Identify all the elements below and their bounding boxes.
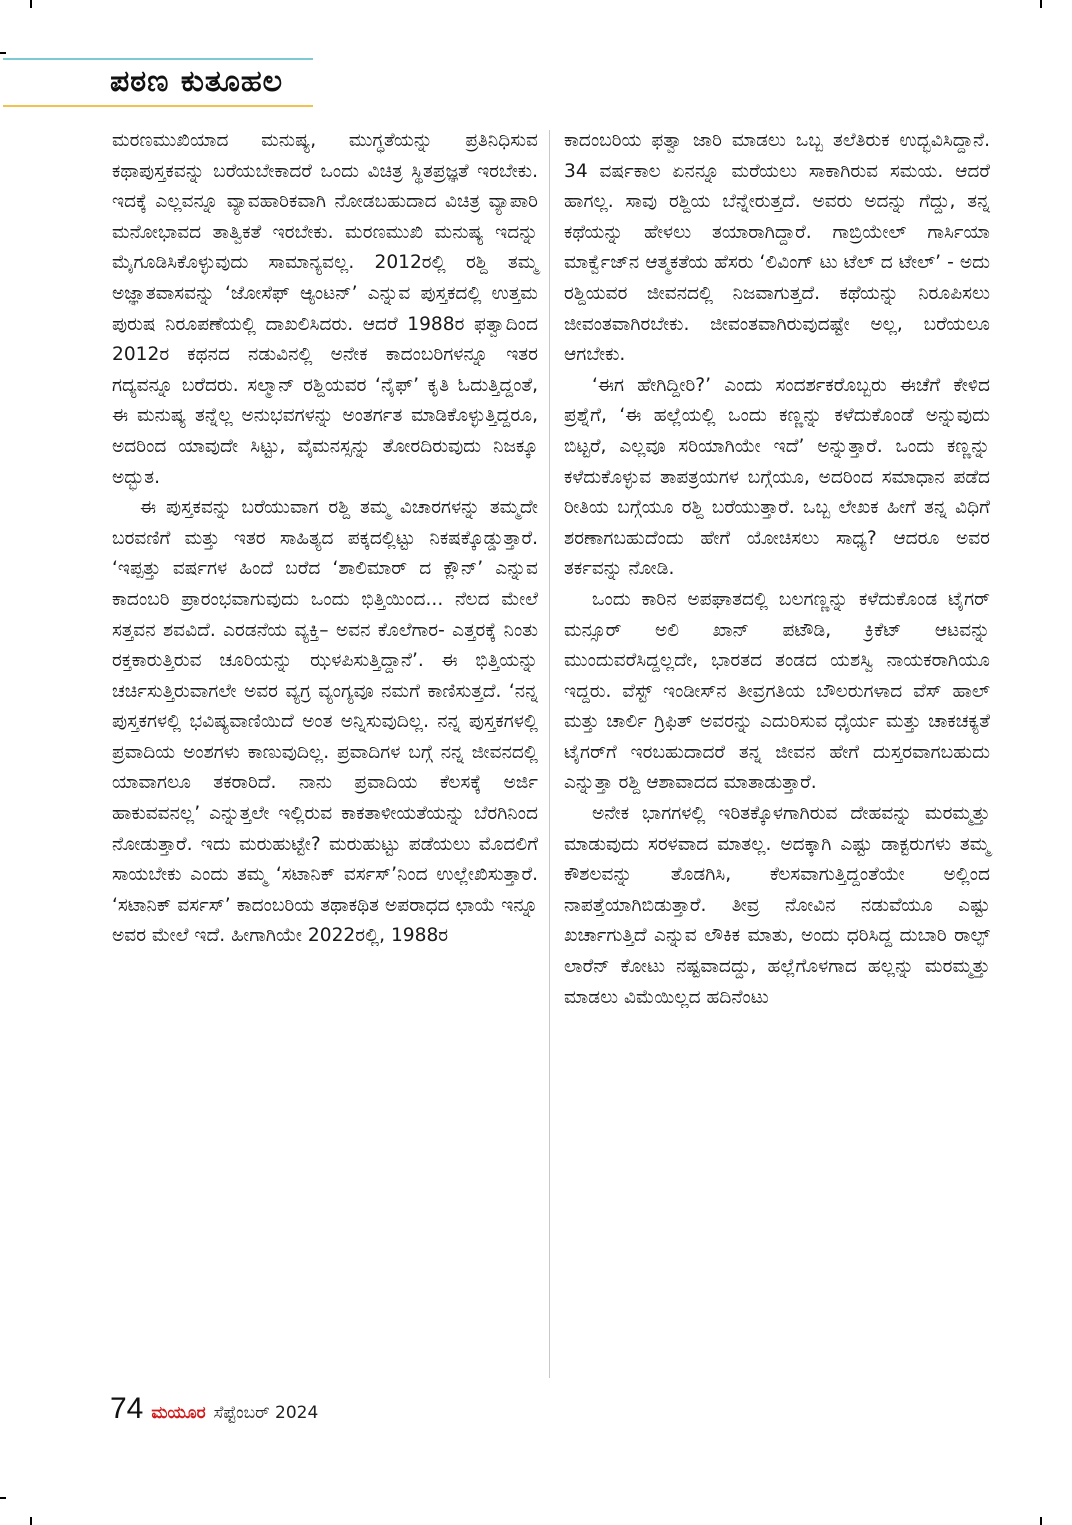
crop-mark [0,52,6,54]
paragraph: ಅನೇಕ ಭಾಗಗಳಲ್ಲಿ ಇರಿತಕ್ಕೊಳಗಾಗಿರುವ ದೇಹವನ್ನು ಮರಮ್ಮತ್ತು ಮಾಡುವುದು ಸರಳವಾದ ಮಾತಲ್ಲ. ಅದಕ್ಕಾಗಿ ಎಷ್ಟು ಡಾಕ್ಟರುಗಳು ತಮ್ಮ ಕೌಶಲವನ್ನು ತೊಡಗಿಸಿ, ಕೆಲಸವಾಗುತ್ತಿದ್ದಂತೆಯೇ ಅಲ್ಲಿಂದ ನಾಪತ್ತೆಯಾಗಿಬಿಡುತ್ತಾರೆ. ತೀವ್ರ ನೋವಿನ ನಡುವೆಯೂ ಎಷ್ಟು ಖರ್ಚಾಗುತ್ತಿದೆ ಎನ್ನುವ ಲೌಕಿಕ ಮಾತು, ಅಂದು ಧರಿಸಿದ್ದ ದುಬಾರಿ ರಾಲ್ಫ್ ಲಾರೆನ್ ಕೋಟು ನಷ್ಟವಾದದ್ದು, ಹಲ್ಲೆಗೊಳಗಾದ ಹಲ್ಲನ್ನು ಮರಮ್ಮತ್ತು ಮಾಡಲು ವಿಮೆಯಿಲ್ಲದ ಹದಿನೆಂಟು [564,803,990,1008]
section-rule-bottom [3,105,313,107]
crop-mark [1040,1517,1042,1525]
crop-mark [30,1517,32,1525]
paragraph: ಮರಣಮುಖಿಯಾದ ಮನುಷ್ಯ, ಮುಗ್ಧತೆಯನ್ನು ಪ್ರತಿನಿಧಿಸುವ ಕಥಾಪುಸ್ತಕವನ್ನು ಬರೆಯಬೇಕಾದರೆ ಒಂದು ವಿಚಿತ್ರ ಸ್ಥಿತಪ್ರಜ್ಞತೆ ಇರಬೇಕು. ಇದಕ್ಕೆ ಎಲ್ಲವನ್ನೂ ವ್ಯಾವಹಾರಿಕವಾಗಿ ನೋಡಬಹುದಾದ ವಿಚಿತ್ರ ವ್ಯಾಪಾರಿ ಮನೋಭಾವದ ತಾತ್ವಿಕತೆ ಇರಬೇಕು. ಮರಣಮುಖಿ ಮನುಷ್ಯ ಇದನ್ನು ಮೈಗೂಡಿಸಿಕೊಳ್ಳುವುದು ಸಾಮಾನ್ಯವಲ್ಲ. 2012ರಲ್ಲಿ ರಶ್ದಿ ತಮ್ಮ ಅಜ್ಞಾತವಾಸವನ್ನು ‘ಜೋಸೆಫ್ ಆ್ಯಂಟನ್’ ಎನ್ನುವ ಪುಸ್ತಕದಲ್ಲಿ ಉತ್ತಮ ಪುರುಷ ನಿರೂಪಣೆಯಲ್ಲಿ ದಾಖಲಿಸಿದರು. ಆದರೆ 1988ರ ಫತ್ವಾದಿಂದ 2012ರ ಕಥನದ ನಡುವಿನಲ್ಲಿ ಅನೇಕ ಕಾದಂಬರಿಗಳನ್ನೂ ಇತರ ಗದ್ಯವನ್ನೂ ಬರೆದರು. ಸಲ್ಮಾನ್ ರಶ್ದಿಯವರ ‘ನೈಫ್’ ಕೃತಿ ಓದುತ್ತಿದ್ದಂತೆ, ಈ ಮನುಷ್ಯ ತನ್ನೆಲ್ಲ ಅನುಭವಗಳನ್ನು ಅಂತರ್ಗತ ಮಾಡಿಕೊಳ್ಳುತ್ತಿದ್ದರೂ, ಅದರಿಂದ ಯಾವುದೇ ಸಿಟ್ಟು, ವೈಮನಸ್ಸನ್ನು ತೋರದಿರುವುದು ನಿಜಕ್ಕೂ ಅದ್ಭುತ. [112,130,538,488]
paragraph: ಕಾದಂಬರಿಯ ಫತ್ವಾ ಜಾರಿ ಮಾಡಲು ಒಬ್ಬ ತಲೆತಿರುಕ ಉದ್ಭವಿಸಿದ್ದಾನೆ. 34 ವರ್ಷಕಾಲ ಏನನ್ನೂ ಮರೆಯಲು ಸಾಕಾಗಿರುವ ಸಮಯ. ಆದರೆ ಹಾಗಲ್ಲ. ಸಾವು ರಶ್ದಿಯ ಬೆನ್ನೇರುತ್ತದೆ. ಅವರು ಅದನ್ನು ಗೆದ್ದು, ತನ್ನ ಕಥೆಯನ್ನು ಹೇಳಲು ತಯಾರಾಗಿದ್ದಾರೆ. ಗಾಬ್ರಿಯೇಲ್ ಗಾರ್ಸಿಯಾ ಮಾರ್ಕ್ವೆಜ್‌ನ ಆತ್ಮಕತೆಯ ಹೆಸರು ‘ಲಿವಿಂಗ್ ಟು ಟೆಲ್ ದ ಟೇಲ್’ - ಅದು ರಶ್ದಿಯವರ ಜೀವನದಲ್ಲಿ ನಿಜವಾಗುತ್ತದೆ. ಕಥೆಯನ್ನು ನಿರೂಪಿಸಲು ಜೀವಂತವಾಗಿರಬೇಕು. ಜೀವಂತವಾಗಿರುವುದಷ್ಟೇ ಅಲ್ಲ, ಬರೆಯಲೂ ಆಗಬೇಕು. [564,130,990,366]
issue-date: ಸೆಪ್ಟೆಂಬರ್ 2024 [213,1403,319,1423]
paragraph: ಒಂದು ಕಾರಿನ ಅಪಘಾತದಲ್ಲಿ ಬಲಗಣ್ಣನ್ನು ಕಳೆದುಕೊಂಡ ಟೈಗರ್ ಮನ್ಸೂರ್ ಅಲಿ ಖಾನ್ ಪಟೌಡಿ, ಕ್ರಿಕೆಟ್ ಆಟವನ್ನು ಮುಂದುವರೆಸಿದ್ದಲ್ಲದೇ, ಭಾರತದ ತಂಡದ ಯಶಸ್ವಿ ನಾಯಕರಾಗಿಯೂ ಇದ್ದರು. ವೆಸ್ಟ್ ಇಂಡೀಸ್‌ನ ತೀವ್ರಗತಿಯ ಬೌಲರುಗಳಾದ ವೆಸ್ ಹಾಲ್ ಮತ್ತು ಚಾರ್ಲಿ ಗ್ರಿಫಿತ್ ಅವರನ್ನು ಎದುರಿಸುವ ಧೈರ್ಯ ಮತ್ತು ಚಾಕಚಕ್ಯತೆ ಟೈಗರ್‌ಗೆ ಇರಬಹುದಾದರೆ ತನ್ನ ಜೀವನ ಹೇಗೆ ದುಸ್ತರವಾಗಬಹುದು ಎನ್ನುತ್ತಾ ರಶ್ದಿ ಆಶಾವಾದದ ಮಾತಾಡುತ್ತಾರೆ. [564,588,990,794]
crop-mark [0,1497,6,1499]
paragraph: ಈ ಪುಸ್ತಕವನ್ನು ಬರೆಯುವಾಗ ರಶ್ದಿ ತಮ್ಮ ವಿಚಾರಗಳನ್ನು ತಮ್ಮದೇ ಬರವಣಿಗೆ ಮತ್ತು ಇತರ ಸಾಹಿತ್ಯದ ಪಕ್ಕದಲ್ಲಿಟ್ಟು ನಿಕಷಕ್ಕೊಡ್ಡುತ್ತಾರೆ. ‘ಇಪ್ಪತ್ತು ವರ್ಷಗಳ ಹಿಂದೆ ಬರೆದ ‘ಶಾಲಿಮಾರ್ ದ ಕ್ಲೌನ್’ ಎನ್ನುವ ಕಾದಂಬರಿ ಪ್ರಾರಂಭವಾಗುವುದು ಒಂದು ಭಿತ್ತಿಯಿಂದ... ನೆಲದ ಮೇಲೆ ಸತ್ತವನ ಶವವಿದೆ. ಎರಡನೆಯ ವ್ಯಕ್ತಿ– ಅವನ ಕೊಲೆಗಾರ- ಎತ್ತರಕ್ಕೆ ನಿಂತು ರಕ್ತಕಾರುತ್ತಿರುವ ಚೂರಿಯನ್ನು ಝಳಪಿಸುತ್ತಿದ್ದಾನೆ’. ಈ ಭಿತ್ತಿಯನ್ನು ಚರ್ಚಿಸುತ್ತಿರುವಾಗಲೇ ಅವರ ವ್ಯಗ್ರ ವ್ಯಂಗ್ಯವೂ ನಮಗೆ ಕಾಣಿಸುತ್ತದೆ. ‘ನನ್ನ ಪುಸ್ತಕಗಳಲ್ಲಿ ಭವಿಷ್ಯವಾಣಿಯಿದೆ ಅಂತ ಅನ್ನಿಸುವುದಿಲ್ಲ. ನನ್ನ ಪುಸ್ತಕಗಳಲ್ಲಿ ಪ್ರವಾದಿಯ ಅಂಶಗಳು ಕಾಣುವುದಿಲ್ಲ. ಪ್ರವಾದಿಗಳ ಬಗ್ಗೆ ನನ್ನ ಜೀವನದಲ್ಲಿ ಯಾವಾಗಲೂ ತಕರಾರಿದೆ. ನಾನು ಪ್ರವಾದಿಯ ಕೆಲಸಕ್ಕೆ ಅರ್ಜಿ ಹಾಕುವವನಲ್ಲ’ ಎನ್ನುತ್ತಲೇ ಇಲ್ಲಿರುವ ಕಾಕತಾಳೀಯತೆಯನ್ನು ಬೆರಗಿನಿಂದ ನೋಡುತ್ತಾರೆ. ಇದು ಮರುಹುಟ್ಟೇ? ಮರುಹುಟ್ಟು ಪಡೆಯಲು ಮೊದಲಿಗೆ ಸಾಯಬೇಕು ಎಂದು ತಮ್ಮ ‘ಸಟಾನಿಕ್ ವರ್ಸಸ್’ನಿಂದ ಉಲ್ಲೇಖಿಸುತ್ತಾರೆ. ‘ಸಟಾನಿಕ್ ವರ್ಸಸ್’ ಕಾದಂಬರಿಯ ತಥಾಕಥಿತ ಅಪರಾಧದ ಛಾಯೆ ಇನ್ನೂ ಅವರ ಮೇಲೆ ಇದೆ. ಹೀಗಾಗಿಯೇ 2022ರಲ್ಲಿ, 1988ರ [112,497,538,947]
article-column-right [564,126,990,1013]
page-number: 74 [110,1392,144,1425]
column-divider [549,130,550,1378]
article-column-left [112,126,538,952]
section-rule-top [3,58,313,60]
paragraph: ‘ಈಗ ಹೇಗಿದ್ದೀರಿ?’ ಎಂದು ಸಂದರ್ಶಕರೊಬ್ಬರು ಈಚೆಗೆ ಕೇಳಿದ ಪ್ರಶ್ನೆಗೆ, ‘ಈ ಹಲ್ಲೆಯಲ್ಲಿ ಒಂದು ಕಣ್ಣನ್ನು ಕಳೆದುಕೊಂಡೆ ಅನ್ನುವುದು ಬಿಟ್ಟರೆ, ಎಲ್ಲವೂ ಸರಿಯಾಗಿಯೇ ಇದೆ’ ಅನ್ನುತ್ತಾರೆ. ಒಂದು ಕಣ್ಣನ್ನು ಕಳೆದುಕೊಳ್ಳುವ ತಾಪತ್ರಯಗಳ ಬಗ್ಗೆಯೂ, ಅದರಿಂದ ಸಮಾಧಾನ ಪಡೆದ ರೀತಿಯ ಬಗ್ಗೆಯೂ ರಶ್ದಿ ಬರೆಯುತ್ತಾರೆ. ಒಬ್ಬ ಲೇಖಕ ಹೀಗೆ ತನ್ನ ವಿಧಿಗೆ ಶರಣಾಗಬಹುದೆಂದು ಹೇಗೆ ಯೋಚಿಸಲು ಸಾಧ್ಯ? ಆದರೂ ಅವರ ತರ್ಕವನ್ನು ನೋಡಿ. [564,374,990,580]
magazine-name: ಮಯೂರ [151,1403,206,1423]
crop-mark [1040,0,1042,8]
page-footer [110,1392,318,1432]
crop-mark [30,0,32,8]
section-title: ಪಠಣ ಕುತೂಹಲ [110,64,284,99]
